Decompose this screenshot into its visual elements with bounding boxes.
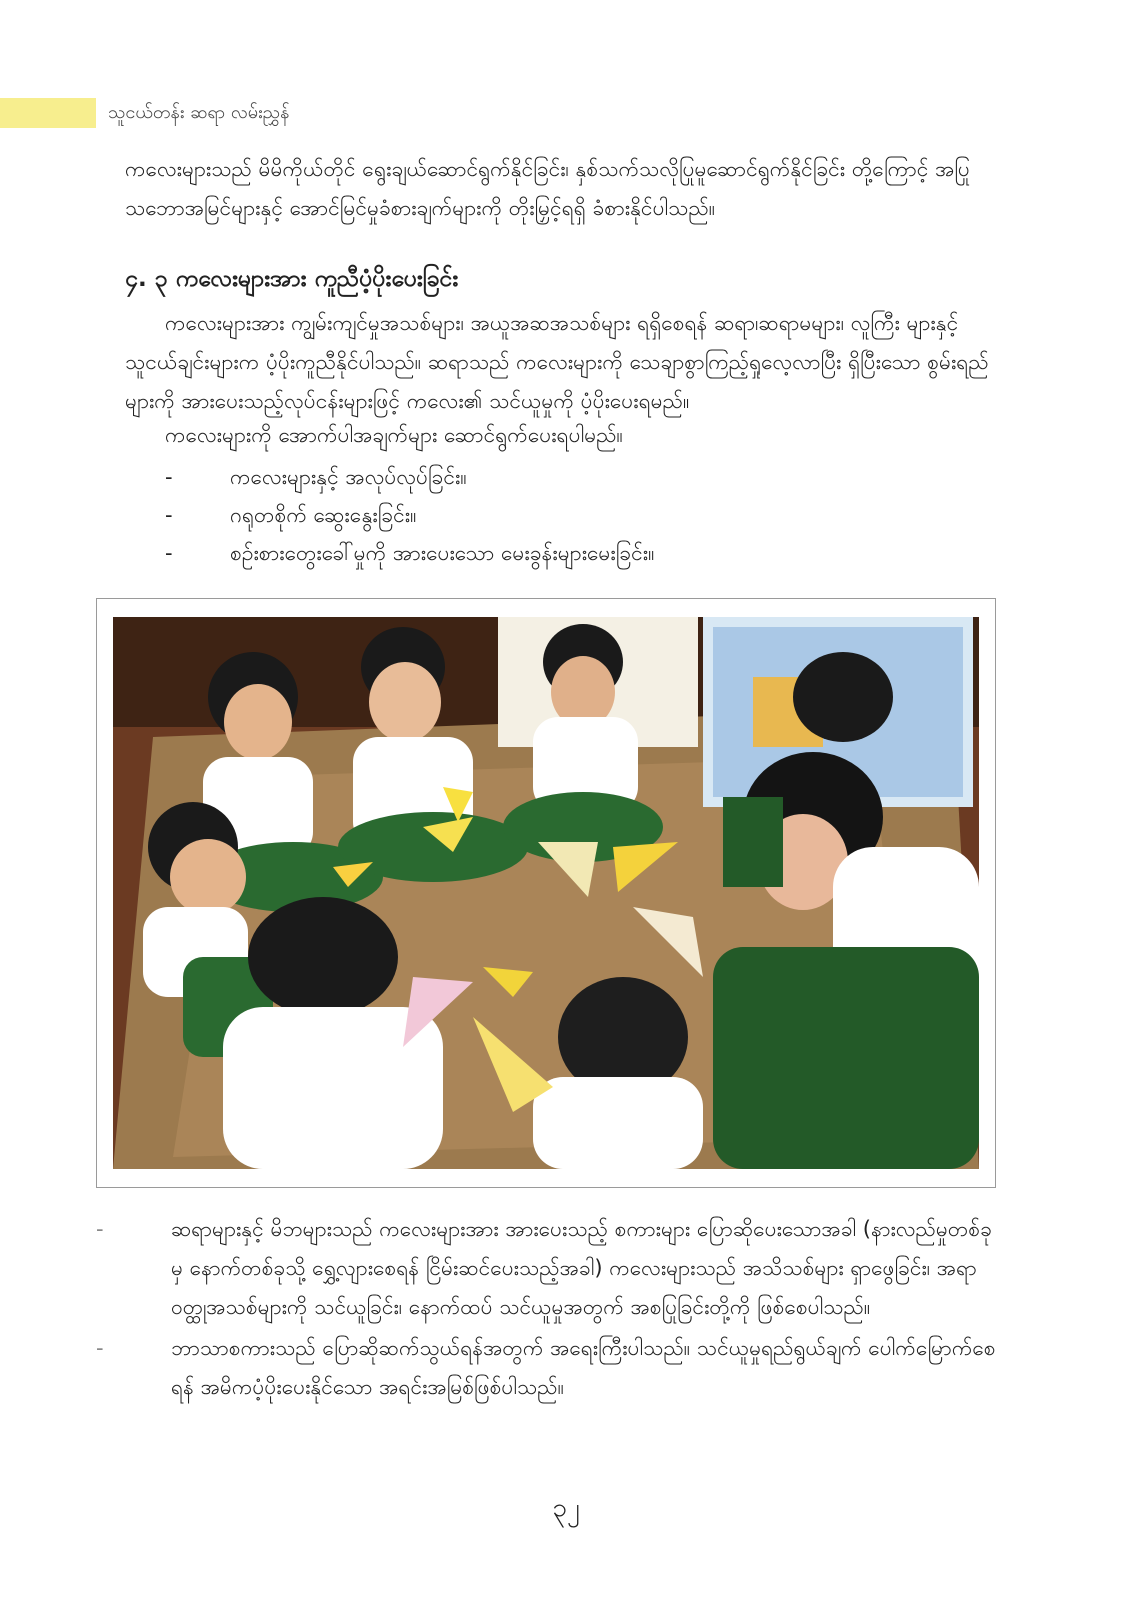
bullet-text: စဉ်းစားတွေးခေါ်မှုကို အားပေးသော မေးခွန်းများမေးခြင်း။ bbox=[230, 541, 655, 565]
classroom-photo bbox=[113, 617, 979, 1169]
section-paragraph: ကလေးများအား ကျွမ်းကျင်မှုအသစ်များ၊ အယူအဆအသစ်များ ရရှိစေရန် ဆရာ၊ဆရာမများ၊ လူကြီး များနှင့် သူငယ်ချင်းများက ပံ့ပိုးကူညီနိုင်ပါသည်။ ဆရာသည် ကလေးများကို သေချာစွာကြည့်ရှုလေ့လာပြီး ရှိပြီးသော စွမ်းရည်များကို အားပေးသည့်လုပ်ငန်းများဖြင့် ကလေး၏ သင်ယူမှုကို ပံ့ပိုးပေးရမည်။ bbox=[125, 311, 989, 413]
header-highlight bbox=[0, 98, 96, 128]
section-heading: ၄. ၃ ကလေးများအား ကူညီပံ့ပိုးပေးခြင်း bbox=[125, 266, 459, 292]
bullet-text: ကလေးများနှင့် အလုပ်လုပ်ခြင်း။ bbox=[230, 465, 467, 489]
page-number: ၃၂ bbox=[552, 1493, 580, 1523]
bullet-text: ဂရုတစိုက် ဆွေးနွေးခြင်း။ bbox=[230, 503, 417, 527]
bullet-dash: - bbox=[96, 1217, 104, 1241]
note-list bbox=[96, 1210, 1001, 1409]
bullet-dash: - bbox=[165, 465, 173, 489]
bullet-dash: - bbox=[165, 503, 173, 527]
list-item bbox=[96, 1329, 1001, 1407]
list-intro: ကလေးများကို အောက်ပါအချက်များ ဆောင်ရွက်ပေးရပါမည်။ bbox=[165, 423, 623, 447]
bullet-dash: - bbox=[96, 1336, 104, 1360]
note-text: ဘာသာစကားသည် ပြောဆိုဆက်သွယ်ရန်အတွက် အရေးကြီးပါသည်။ သင်ယူမှုရည်ရွယ်ချက် ပေါက်မြောက်စေရန် အမိကပံ့ပိုးပေးနိုင်သော အရင်းအမြစ်ဖြစ်ပါသည်။ bbox=[171, 1336, 996, 1399]
photo-frame bbox=[96, 598, 996, 1188]
running-header: သူငယ်တန်း ဆရာ လမ်းညွှန် bbox=[108, 102, 290, 123]
list-item bbox=[96, 1210, 1001, 1327]
bullet-dash: - bbox=[165, 541, 173, 565]
intro-paragraph: ကလေးများသည် မိမိကိုယ်တိုင် ရွေးချယ်ဆောင်ရွက်နိုင်ခြင်း၊ နှစ်သက်သလိုပြုမူဆောင်ရွက်နိုင်ခြင်း တို့ကြောင့် အပြု သဘောအမြင်များနှင့် အောင်မြင်မှုခံစားချက်များကို တိုးမြှင့်ရရှိ ခံစားနိုင်ပါသည်။ bbox=[125, 157, 970, 220]
note-text: ဆရာများနှင့် မိဘများသည် ကလေးများအား အားပေးသည့် စကားများ ပြောဆိုပေးသောအခါ (နားလည်မှုတစ်ခုမှ နောက်တစ်ခုသို့ ရွှေ့လျားစေရန် ငြိမ်းဆင်ပေးသည့်အခါ) ကလေးများသည် အသိသစ်များ ရှာဖွေခြင်း၊ အရာဝတ္ထုအသစ်များကို သင်ယူခြင်း၊ နောက်ထပ် သင်ယူမှုအတွက် အစပြုခြင်းတို့ကို ဖြစ်စေပါသည်။ bbox=[171, 1217, 992, 1319]
